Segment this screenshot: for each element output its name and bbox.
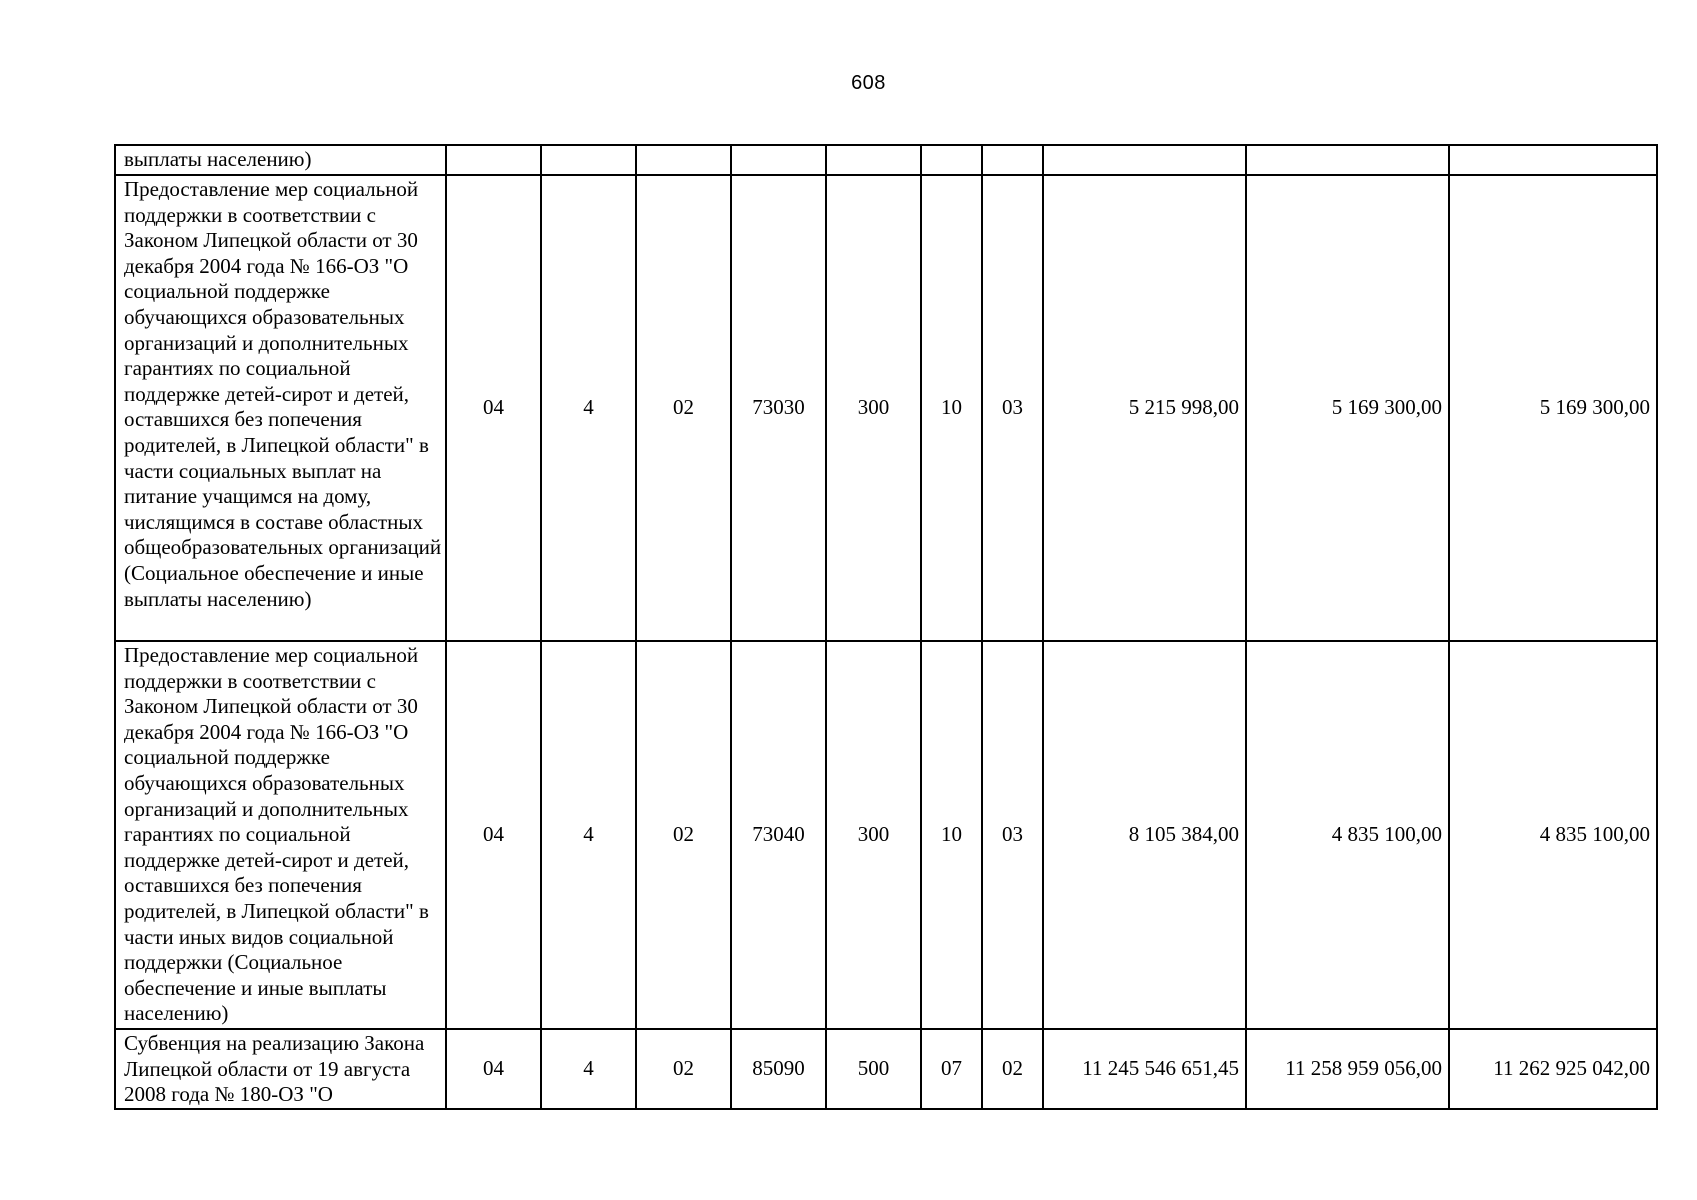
amount-cell: 11 258 959 056,00 bbox=[1246, 1029, 1449, 1109]
code-cell: 03 bbox=[982, 175, 1043, 641]
code-cell: 85090 bbox=[731, 1029, 826, 1109]
code-cell: 03 bbox=[982, 641, 1043, 1029]
code-cell: 73040 bbox=[731, 641, 826, 1029]
amount-cell: 8 105 384,00 bbox=[1043, 641, 1246, 1029]
code-cell: 300 bbox=[826, 641, 921, 1029]
code-cell: 02 bbox=[636, 175, 731, 641]
code-cell: 4 bbox=[541, 641, 636, 1029]
code-cell: 04 bbox=[446, 1029, 541, 1109]
row-description: выплаты населению) bbox=[115, 145, 446, 175]
code-cell: 02 bbox=[636, 1029, 731, 1109]
amount-cell: 11 245 546 651,45 bbox=[1043, 1029, 1246, 1109]
budget-table bbox=[114, 144, 1658, 1110]
amount-cell bbox=[1449, 145, 1657, 175]
code-cell: 02 bbox=[982, 1029, 1043, 1109]
table-row bbox=[115, 175, 1657, 641]
code-cell: 07 bbox=[921, 1029, 982, 1109]
amount-cell: 4 835 100,00 bbox=[1246, 641, 1449, 1029]
amount-cell: 11 262 925 042,00 bbox=[1449, 1029, 1657, 1109]
amount-cell bbox=[1246, 145, 1449, 175]
amount-cell bbox=[1043, 145, 1246, 175]
code-cell: 10 bbox=[921, 641, 982, 1029]
code-cell: 4 bbox=[541, 1029, 636, 1109]
page-number: 608 bbox=[851, 72, 886, 94]
code-cell: 4 bbox=[541, 175, 636, 641]
amount-cell: 5 215 998,00 bbox=[1043, 175, 1246, 641]
amount-cell: 4 835 100,00 bbox=[1449, 641, 1657, 1029]
table-row bbox=[115, 145, 1657, 175]
amount-cell: 5 169 300,00 bbox=[1449, 175, 1657, 641]
code-cell bbox=[731, 145, 826, 175]
code-cell bbox=[541, 145, 636, 175]
code-cell: 04 bbox=[446, 175, 541, 641]
code-cell bbox=[636, 145, 731, 175]
amount-cell: 5 169 300,00 bbox=[1246, 175, 1449, 641]
table-row bbox=[115, 641, 1657, 1029]
code-cell: 10 bbox=[921, 175, 982, 641]
row-description: Субвенция на реализацию Закона Липецкой области от 19 августа 2008 года № 180-ОЗ "О bbox=[115, 1029, 446, 1109]
code-cell: 500 bbox=[826, 1029, 921, 1109]
code-cell: 300 bbox=[826, 175, 921, 641]
code-cell bbox=[446, 145, 541, 175]
code-cell bbox=[982, 145, 1043, 175]
row-description: Предоставление мер социальной поддержки в соответствии с Законом Липецкой области от 30 декабря 2004 года № 166-ОЗ "О социальной поддержке обучающихся образовательных организаций и дополнительных гарантиях по социальной поддержке детей-сирот и детей, оставшихся без попечения родителей, в Липецкой области" в части социальных выплат на питание учащимся на дому, числящимся в составе областных общеобразовательных организаций (Социальное обеспечение и иные выплаты населению) bbox=[115, 175, 446, 641]
code-cell: 02 bbox=[636, 641, 731, 1029]
code-cell: 73030 bbox=[731, 175, 826, 641]
code-cell bbox=[921, 145, 982, 175]
code-cell bbox=[826, 145, 921, 175]
row-description: Предоставление мер социальной поддержки в соответствии с Законом Липецкой области от 30 декабря 2004 года № 166-ОЗ "О социальной поддержке обучающихся образовательных организаций и дополнительных гарантиях по социальной поддержке детей-сирот и детей, оставшихся без попечения родителей, в Липецкой области" в части иных видов социальной поддержки (Социальное обеспечение и иные выплаты населению) bbox=[115, 641, 446, 1029]
code-cell: 04 bbox=[446, 641, 541, 1029]
table-row bbox=[115, 1029, 1657, 1109]
